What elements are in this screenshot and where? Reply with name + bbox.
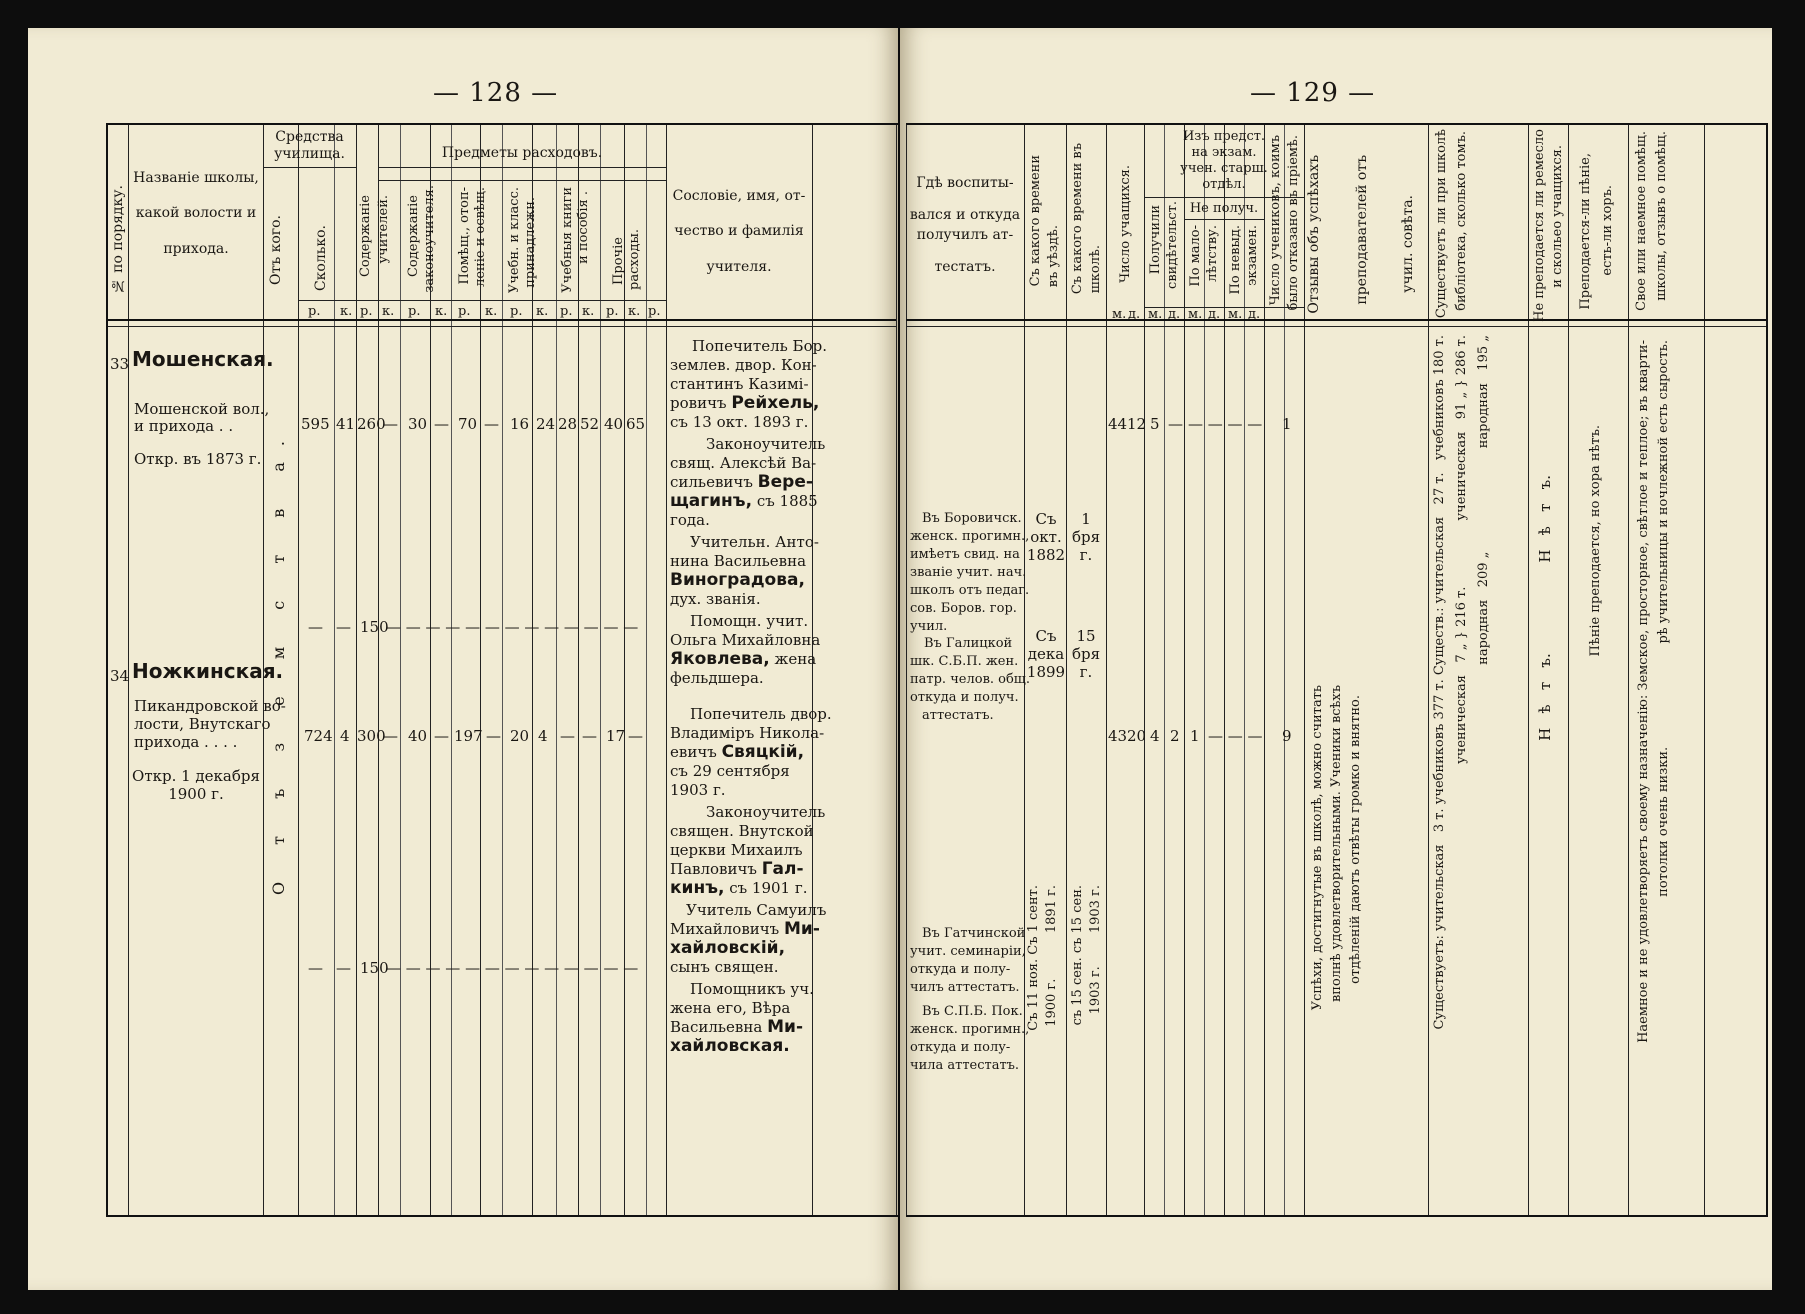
header-got-cert: Получили <box>1148 205 1163 275</box>
law-salary-kop: — <box>434 727 449 745</box>
male-label: м. <box>1112 307 1127 322</box>
singing-text: Пѣніе преподается, но хора нѣтъ. <box>1588 425 1603 657</box>
since-uezd: Съ 11 ноя. Съ 1 сент. <box>1026 885 1041 1031</box>
rub-label: р. <box>560 304 573 319</box>
students-female: 12 <box>1127 415 1147 433</box>
header-singing: Преподается-ли пѣніе, <box>1578 153 1593 310</box>
header-teacher-3: учителя. <box>706 259 772 275</box>
building-text: потолки очень низки. рѣ учительницы и ночлежной есть сырость. <box>1656 340 1671 897</box>
header-library: библіотека, сколько томъ. <box>1454 131 1469 311</box>
teacher-entry: Законоучитель священ. Внутской церкви Михаилъ Павловичъ Гал- кинъ, съ 1901 г. <box>670 803 826 898</box>
reviews-text: отдѣленій даютъ отвѣты громко и внятно. <box>1348 695 1363 984</box>
header-premises-2: леніе и освѣщ. <box>473 187 488 287</box>
teacher-salary-kop: — <box>383 727 398 745</box>
rub-label: р. <box>510 304 523 319</box>
header-where: вался и откуда <box>909 207 1021 223</box>
school-parish: Мошенской вол., <box>134 400 270 418</box>
header-exam: на экзам. <box>1191 145 1257 160</box>
since-school: 1 бря г. <box>1071 510 1101 564</box>
rub-label: р. <box>360 304 373 319</box>
extra-salary: 150 <box>360 959 389 977</box>
header-building: Свое или наемное помѣщ. <box>1634 131 1649 311</box>
since-school: съ 15 сен. съ 15 сен. <box>1070 885 1085 1026</box>
students-male: 43 <box>1108 727 1128 745</box>
page-number: — 129 — <box>1250 78 1376 108</box>
got-cert-female: — <box>1168 415 1183 433</box>
header-got-cert: свидѣтельст. <box>1165 201 1180 289</box>
reviews-text: Успѣхи, достигнутые въ школѣ, можно считать <box>1310 685 1325 1011</box>
female-label: д. <box>1168 307 1181 322</box>
header-how-much: Сколько. <box>313 225 329 292</box>
low-knowledge-male: 1 <box>1190 727 1200 745</box>
header-library: Существуетъ ли при школѣ <box>1434 129 1449 319</box>
header-refused: Число учениковъ, коимъ <box>1268 135 1283 306</box>
header-exam: учен. старш. <box>1180 161 1268 176</box>
header-reviews: учил. совѣта. <box>1400 195 1416 293</box>
header-teacher-1: Сословіе, имя, от- <box>672 188 806 204</box>
got-cert-female: 2 <box>1170 727 1180 745</box>
school-parish: и прихода . . <box>134 417 234 435</box>
textbooks-kop: 52 <box>580 415 600 433</box>
class-supplies-rub: 16 <box>510 415 530 433</box>
header-school-name-2: какой волости и <box>135 205 257 221</box>
kop-label: к. <box>435 304 448 319</box>
header-teacher-salary-1: Содержаніе <box>358 195 373 278</box>
header-low-knowledge: лѣтству. <box>1205 225 1220 282</box>
not-got-values: — — — — <box>1188 415 1263 433</box>
funds-source: О т ъ з е м с т в а. <box>269 425 288 896</box>
kop-label: к. <box>536 304 549 319</box>
header-students: Число учащихся. <box>1118 165 1133 283</box>
textbooks-rub: — <box>560 727 575 745</box>
kop-label: к. <box>382 304 395 319</box>
rub-label: р. <box>308 304 321 319</box>
since-uezd: Съ дека 1899 <box>1026 627 1066 681</box>
header-premises-1: Помѣщ., отоп- <box>457 187 472 285</box>
header-refused: было отказано въ пріемѣ. <box>1286 135 1301 311</box>
amount-rub: 724 <box>304 727 333 745</box>
other-kop: — <box>628 727 643 745</box>
header-other-1: Прочіе <box>611 237 626 285</box>
header-textbooks-1: Учебныя книги <box>560 187 575 293</box>
teacher-entry: Помощн. учит. Ольга Михайловна Яковлева, жена фельдшера. <box>670 612 821 687</box>
students-male: 44 <box>1108 415 1128 433</box>
male-label: м. <box>1228 307 1243 322</box>
teacher-entry: Попечитель Бор. землев. двор. Кон- стантинъ Казимі- ровичъ Рейхель, съ 13 окт. 1893 г. <box>670 337 827 431</box>
since-uezd: 1900 г. 1891 г. <box>1044 885 1059 1027</box>
school-number: 34 <box>110 667 130 685</box>
teacher-entry: Законоучитель свящ. Алексѣй Ва- сильевичъ Вере- щагинъ, съ 1885 года. <box>670 435 826 529</box>
school-number: 33 <box>110 355 130 373</box>
header-since-school: школѣ. <box>1088 245 1103 294</box>
header-low-knowledge: По мало- <box>1188 225 1203 287</box>
school-parish: прихода . . . . <box>134 733 238 751</box>
header-building: школы, отзывъ о помѣщ. <box>1654 131 1669 301</box>
header-no-show: экзамен. <box>1245 225 1260 286</box>
teacher-salary-kop: — <box>383 415 398 433</box>
rub-label: р. <box>458 304 471 319</box>
right-page <box>900 28 1772 1290</box>
header-school-name-3: прихода. <box>163 241 229 257</box>
craft-text: Н ѣ т ъ. Н ѣ т ъ. <box>1536 475 1554 741</box>
header-textbooks-2: и пособія . <box>576 191 591 264</box>
refused-count: 1 <box>1282 415 1292 433</box>
school-opened: Откр. въ 1873 г. <box>134 450 262 468</box>
premises-cost-kop: — <box>484 415 499 433</box>
got-cert-male: 5 <box>1150 415 1160 433</box>
since-school: 1903 г. 1903 г. <box>1088 885 1103 1015</box>
refused-count: 9 <box>1282 727 1292 745</box>
class-supplies-kop: 24 <box>536 415 556 433</box>
amount-kop: 41 <box>336 415 356 433</box>
teacher-salary: 260 <box>357 415 386 433</box>
library-text: ученическая 7 „ } 216 т. ученическая 91 „ } 286 т. <box>1454 335 1469 764</box>
header-craft: и скольео учащихся. <box>1550 145 1565 288</box>
amount-rub: 595 <box>301 415 330 433</box>
got-cert-male: 4 <box>1150 727 1160 745</box>
kop-label: к. <box>628 304 641 319</box>
header-funds-2: училища. <box>274 146 345 162</box>
expenses-table: № по порядку. Названіе школы, какой волости и прихода. Средства училища. Отъ кого. Сколько. Предметы расходовъ. Содержаніе учителей. Содержаніе законоучителя. Помѣщ., отоп- леніе и освѣщ. Учебн. и класс. принадлежн. Учебныя книги и пособія . Прочіе расходы. р. к. р. к. р. к. р. к. р. к. р. к. р. к. р. Сословіе, имя, от- чество и фамилія учителя. О т ъ з е м с т в а. 33 Мошенская. Мошенской вол., и прихода . . Откр. въ 1873 г. 595 41 260 — 30 — 70 — 16 24 28 52 40 65 150 — — — — — — — — — — — — — — — Попечитель Бор. землев. двор. Кон- стантинъ Казимі- ровичъ Рейхель, съ 13 окт. 1893 г. Законоучитель свящ. Алексѣй Ва- сильевичъ Вере- щагинъ, съ 1885 года. Учительн. Анто- нина Васильевна Виноградова, дух. званія. Помощн. учит. Ольга Михайловна Яковлева, жена фельдшера. 34 Ножкинская. Пикандровской во- лости, Внутскаго прихода . . . . Откр. 1 декабря 1900 г. 724 4 300 — 40 — 197 — 20 4 — — 17 — 150 — — — — — — — — — — — — — — — Попечитель двор. Владиміръ Никола- евичъ Свяцкій, съ 29 сентября 1903 г. Законоучитель священ. Внутской церкви Михаилъ Павловичъ Гал- кинъ, съ 1901 г. Учитель Самуилъ Михайловичъ Ми- хайловскій, сынъ священ. Помощникъ уч. жена его, Вѣра Васильевна Ми- хайловская. <box>106 123 898 1217</box>
class-supplies-rub: 20 <box>510 727 530 745</box>
since-uezd: Съ окт. 1882 <box>1026 510 1066 564</box>
teacher-salary: 300 <box>357 727 386 745</box>
premises-cost: 70 <box>458 415 478 433</box>
header-reviews: Отзывы объ успѣхахъ <box>1306 155 1322 314</box>
header-exam: отдѣл. <box>1202 177 1246 192</box>
school-name: Мошенская. <box>132 347 274 371</box>
law-salary: 30 <box>408 415 428 433</box>
header-no-show: По невыд. <box>1228 225 1243 295</box>
textbooks-kop: — <box>582 727 597 745</box>
textbooks-rub: 28 <box>558 415 578 433</box>
teacher-entry: Учительн. Анто- нина Васильевна Виноградова, дух. званія. <box>670 533 819 608</box>
school-parish: Пикандровской во- <box>134 697 286 715</box>
law-salary: 40 <box>408 727 428 745</box>
header-expenses: Предметы расходовъ. <box>441 145 603 161</box>
header-reviews: преподавателей отъ <box>1354 155 1370 305</box>
header-law-teacher-2: законоучителя. <box>422 185 437 293</box>
header-teacher-salary-2: учителей. <box>376 195 391 264</box>
law-salary-kop: — <box>434 415 449 433</box>
header-singing: есть-ли хоръ. <box>1600 185 1615 276</box>
premises-cost-kop: — <box>486 727 501 745</box>
teacher-entry: Помощникъ уч. жена его, Вѣра Васильевна Ми- хайловская. <box>670 980 814 1056</box>
teacher-entry: Попечитель двор. Владиміръ Никола- евичъ Свяцкій, съ 29 сентября 1903 г. <box>670 705 832 799</box>
class-supplies-kop: 4 <box>538 727 548 745</box>
premises-cost: 197 <box>454 727 483 745</box>
female-label: д. <box>1128 307 1141 322</box>
library-text: Существуетъ: учительская 3 т. учебниковъ 377 т. Существ.: учительская 27 т. учебниковъ 180 т. <box>1432 335 1447 1030</box>
left-page <box>28 28 898 1290</box>
rub-label: р. <box>408 304 421 319</box>
rub-label: р. <box>606 304 619 319</box>
header-where: получилъ ат- <box>916 227 1014 243</box>
education-entry: Въ Гатчинской учит. семинаріи, откуда и полу- чилъ аттестатъ. <box>910 926 1026 995</box>
other-rub: 40 <box>604 415 624 433</box>
teacher-entry: Учитель Самуилъ Михайловичъ Ми- хайловскій, сынъ священ. <box>670 901 827 976</box>
header-since-school: Съ какого времени въ <box>1070 143 1085 295</box>
header-law-teacher-1: Содержаніе <box>406 195 421 278</box>
male-label: м. <box>1188 307 1203 322</box>
header-not-got: Не получ. <box>1189 201 1259 216</box>
header-class-supplies-1: Учебн. и класс. <box>507 187 522 294</box>
rub-label: р. <box>648 304 661 319</box>
school-opened: 1900 г. <box>168 785 224 803</box>
header-row-no: № по порядку. <box>110 185 126 294</box>
education-entry: Въ Галицкой шк. С.Б.П. жен. патр. челов. общ. откуда и получ. аттестатъ. <box>910 636 1031 723</box>
education-entry: Въ Боровичск. женск. прогимн., имѣетъ свид. на званіе учит. нач. школъ отъ педаг. сов. Боров. гор. учил. <box>910 511 1030 634</box>
teachers-table <box>906 123 1768 1217</box>
kop-label: к. <box>485 304 498 319</box>
other-rub: 17 <box>606 727 626 745</box>
education-entry: Въ С.П.Б. Пок. женск. прогимн., откуда и полу- чила аттестатъ. <box>910 1004 1030 1073</box>
female-label: д. <box>1248 307 1261 322</box>
since-school: 15 бря г. <box>1071 627 1101 681</box>
header-school-name-1: Названіе школы, <box>133 170 259 186</box>
building-text: Наемное и не удовлетворяетъ своему назначенію: Земское, просторное, свѣтлое и теплое; въ кварти- <box>1636 340 1651 1043</box>
kop-label: к. <box>340 304 353 319</box>
not-got-values: — — — <box>1208 727 1263 745</box>
school-parish: лости, Внутскаго <box>134 715 271 733</box>
header-where: тестатъ. <box>934 259 996 275</box>
kop-label: к. <box>582 304 595 319</box>
school-opened: Откр. 1 декабря <box>132 767 260 785</box>
amount-kop: 4 <box>340 727 350 745</box>
female-label: д. <box>1208 307 1221 322</box>
male-label: м. <box>1148 307 1163 322</box>
reviews-text: вполнѣ удовлетворительными. Ученики всѣхъ <box>1329 685 1344 1003</box>
header-craft: Не преподается ли ремесло <box>1532 129 1547 322</box>
other-kop: 65 <box>626 415 646 433</box>
header-since-uezd: Съ какого времени <box>1028 155 1043 287</box>
header-since-uezd: въ уѣздѣ. <box>1046 225 1061 288</box>
header-exam: Изъ предст. <box>1182 129 1266 144</box>
header-other-2: расходы. <box>627 229 642 290</box>
page-number: — 128 — <box>433 78 559 108</box>
library-text: народная 209 „ народная 195 „ <box>1476 335 1491 665</box>
extra-salary: 150 <box>360 618 389 636</box>
header-class-supplies-2: принадлежн. <box>523 197 538 288</box>
header-teacher-2: чество и фамилія <box>674 223 804 239</box>
school-name: Ножкинская. <box>132 659 284 683</box>
header-where: Гдѣ воспиты- <box>916 175 1014 191</box>
students-female: 20 <box>1127 727 1147 745</box>
header-funds-1: Средства <box>275 129 344 145</box>
header-from-whom: Отъ кого. <box>268 215 284 285</box>
